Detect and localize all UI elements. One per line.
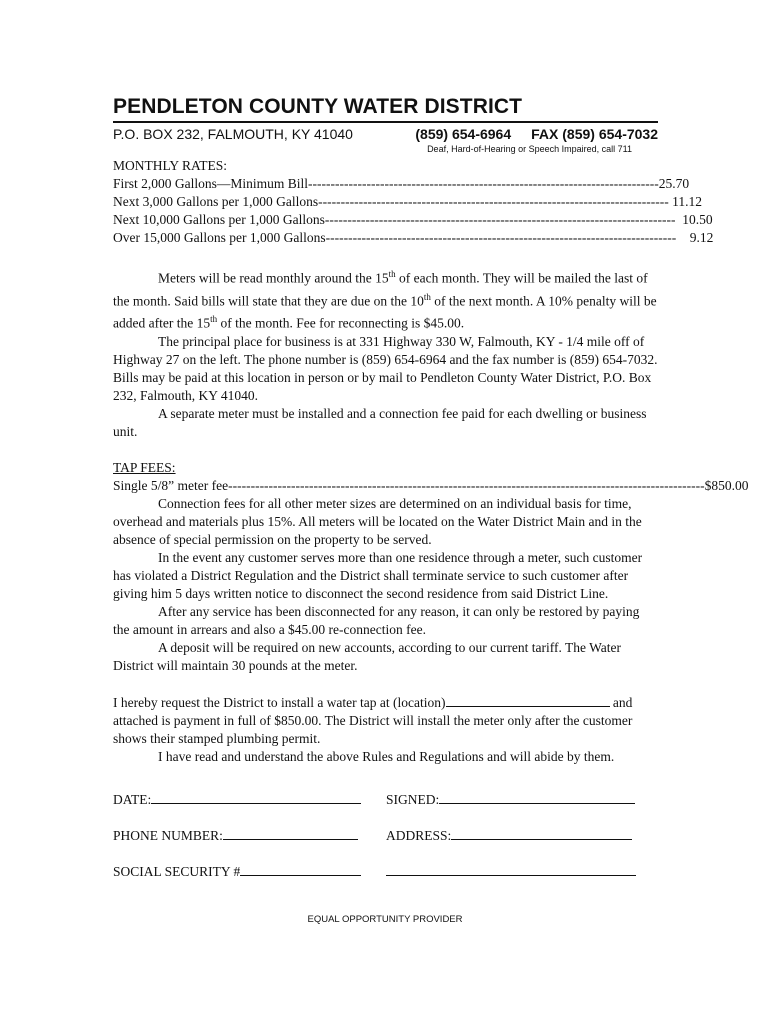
ordinal-suffix: th [388, 269, 396, 279]
tap-fee-row [113, 477, 749, 495]
phone-number: (859) 654-6964 [415, 126, 512, 142]
tap-request-paragraph [113, 693, 658, 748]
form-cell [113, 862, 386, 881]
rate-row [113, 229, 714, 247]
billing-paragraph [113, 265, 658, 333]
form-cell [113, 826, 386, 845]
acknowledgement-paragraph: I have read and understand the above Rules and Regulations and will abide by them. [158, 748, 615, 764]
tap-request-text: I hereby request the District to install a water tap at (location) [113, 694, 446, 710]
tap-fee-leader: ---------------------------------------------------------------------------------------------------------- [228, 477, 705, 493]
payment-text: and attached is payment in full of $850.00. The District will install the meter only after the customer shows their stamped plumbing permit. [113, 694, 633, 746]
rate-label: First 2,000 Gallons—Minimum Bill [113, 176, 309, 191]
form-row [113, 790, 658, 809]
request-section [113, 693, 658, 766]
document-page [113, 94, 749, 881]
fax-number: FAX (859) 654-7032 [531, 126, 658, 142]
deposit-paragraph: A deposit will be required on new accounts, according to our current tariff. The Water District will maintain 30 pounds at the meter. [113, 639, 622, 673]
signature-form [113, 790, 658, 881]
tdd-note: Deaf, Hard-of-Hearing or Speech Impaired, call 711 [427, 144, 632, 154]
form-row [113, 826, 658, 845]
rate-row [113, 211, 713, 229]
connection-fees-paragraph: Connection fees for all other meter sizes are determined on an individual basis for time, overhead and materials plus 15%. All meters will be located on the Water District Main and in the absence of special permission on the property to be served. [113, 495, 642, 547]
title-rule [113, 121, 658, 123]
monthly-rates-heading: MONTHLY RATES: [113, 158, 228, 173]
rate-leader: ------------------------------------------------------------------------------ [308, 176, 659, 191]
multiple-residence-paragraph: In the event any customer serves more than one residence through a meter, such customer has violated a District Regulation and the District shall terminate service to such customer after giving him 5 days written notice to disconnect the second residence from said District Line. [113, 549, 643, 601]
rate-row [113, 193, 703, 211]
rate-leader: ------------------------------------------------------------------------------ [325, 230, 677, 245]
mailing-address: P.O. BOX 232, FALMOUTH, KY 41040 [113, 126, 353, 142]
form-cell [386, 790, 635, 809]
phone-number-label: PHONE NUMBER: [113, 827, 223, 843]
billing-text: Meters will be read monthly around the 15 [158, 270, 389, 286]
separate-meter-paragraph: A separate meter must be installed and a connection fee paid for each dwelling or business unit. [113, 405, 647, 439]
rate-label: Next 3,000 Gallons per 1,000 Gallons [113, 194, 319, 209]
date-label: DATE: [113, 791, 152, 807]
business-location-paragraph: The principal place for business is at 331 Highway 330 W, Falmouth, KY - 1/4 mile off of Highway 27 on the left. The phone number is (859) 654-6964 and the fax number is (859) 654-7032. Bills may be paid at this location in person or by mail to Pendleton County Water District, P.O. Box 232, Falmouth, KY 41040. [113, 333, 658, 403]
form-cell [386, 826, 632, 845]
date-field[interactable] [151, 790, 361, 804]
signed-label: SIGNED: [386, 791, 440, 807]
billing-text: of each month. They will be mailed the last of the month. Said bills will state that they are due on the 10 [113, 270, 648, 308]
rate-label: Next 10,000 Gallons per 1,000 Gallons [113, 212, 325, 227]
rate-amount: 9.12 [676, 230, 714, 245]
extra-address-field[interactable] [386, 862, 636, 876]
form-cell [386, 862, 636, 881]
form-cell [113, 790, 386, 809]
rate-leader: ------------------------------------------------------------------------------ [324, 212, 676, 227]
signature-field[interactable] [439, 790, 635, 804]
billing-text: of the month. Fee for reconnecting is $45.00. [217, 315, 465, 331]
address-label: ADDRESS: [386, 827, 452, 843]
billing-section [113, 265, 658, 441]
form-row [113, 862, 658, 881]
tap-fee-amount: $850.00 [704, 477, 749, 493]
location-field[interactable] [446, 693, 610, 707]
ordinal-suffix: th [210, 314, 218, 324]
billing-text: of the next month. A 10% penalty will be added after the 15 [113, 293, 657, 331]
social-security-label: SOCIAL SECURITY # [113, 863, 241, 879]
tap-fees-section [113, 459, 749, 675]
rate-label: Over 15,000 Gallons per 1,000 Gallons [113, 230, 326, 245]
rate-amount: 25.70 [658, 176, 690, 191]
rate-row [113, 175, 690, 193]
equal-opportunity-footer: EQUAL OPPORTUNITY PROVIDER [307, 914, 463, 925]
rate-amount: 10.50 [675, 212, 713, 227]
contact-numbers [415, 125, 658, 143]
tap-fee-label: Single 5/8” meter fee [113, 477, 229, 493]
monthly-rates-section [113, 157, 714, 247]
tap-fees-heading: TAP FEES: [113, 459, 176, 475]
ordinal-suffix: th [423, 291, 431, 302]
address-field[interactable] [451, 826, 632, 840]
phone-number-field[interactable] [223, 826, 358, 840]
rate-leader: ------------------------------------------------------------------------------ [318, 194, 669, 209]
reconnection-paragraph: After any service has been disconnected for any reason, it can only be restored by paying the amount in arrears and also a $45.00 re-connection fee. [113, 603, 640, 637]
social-security-field[interactable] [240, 862, 361, 876]
district-title: PENDLETON COUNTY WATER DISTRICT [113, 95, 523, 118]
rate-amount: 11.12 [668, 194, 703, 209]
address-line [113, 125, 658, 143]
